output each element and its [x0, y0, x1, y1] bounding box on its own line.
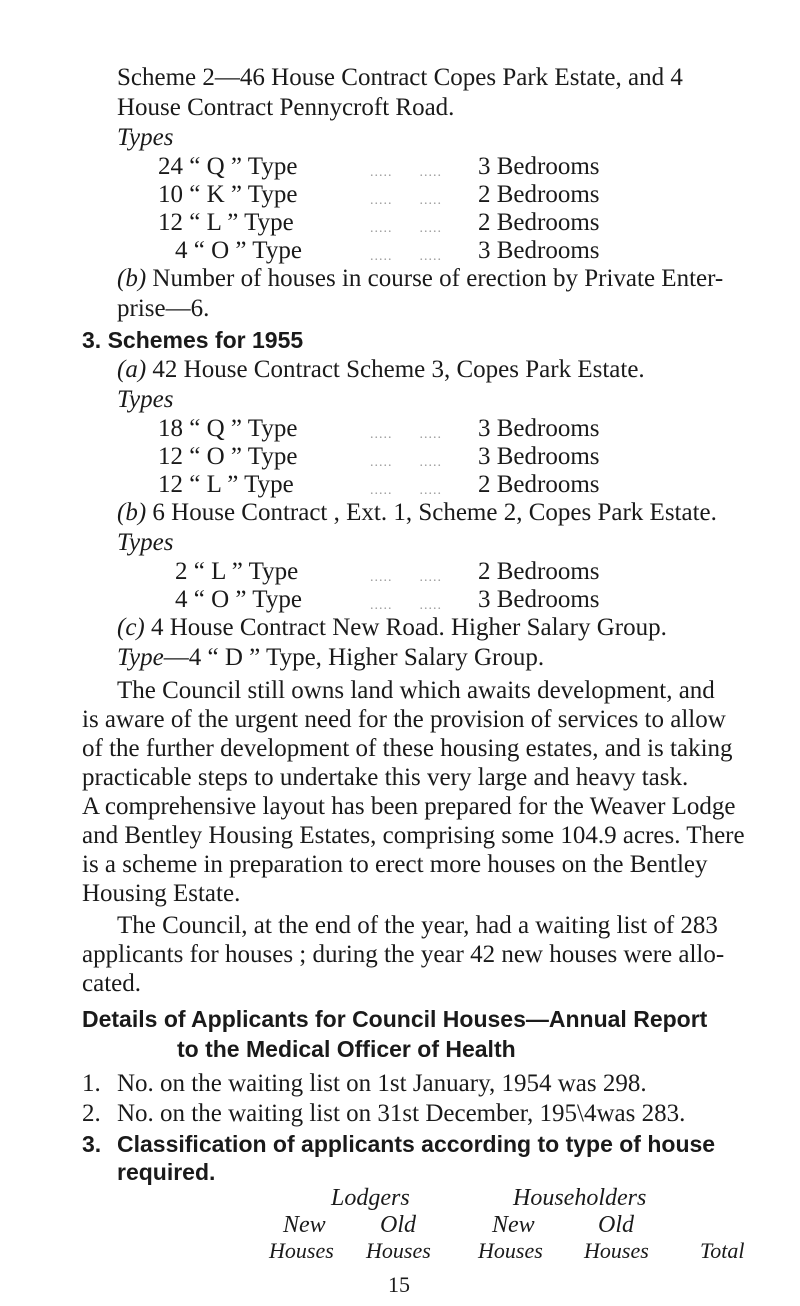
- section3-heading: 3. Schemes for 1955: [82, 327, 304, 353]
- type-row: 18 “ Q ” Type: [158, 415, 298, 442]
- paragraph-line: Housing Estate.: [82, 880, 241, 907]
- item-text: 4 House Contract New Road. Higher Salary Group.: [144, 614, 667, 641]
- paragraph-line: is aware of the urgent need for the provision of services to allow: [82, 706, 726, 733]
- type-row: 12 “ O ” Type: [158, 443, 298, 470]
- list-item-text: No. on the waiting list on 31st December, 195\4was 283.: [117, 1100, 686, 1127]
- list-number: 1.: [82, 1070, 101, 1097]
- bedrooms: 2 Bedrooms: [478, 558, 600, 585]
- bedrooms: 2 Bedrooms: [478, 181, 600, 208]
- types-label: Types: [117, 124, 174, 151]
- type-row: 2 “ L ” Type: [175, 558, 299, 585]
- paragraph-line: applicants for houses ; during the year 42 new houses were allo-: [82, 941, 725, 968]
- page-number: 15: [388, 1272, 410, 1297]
- type-name: 24 “ Q ” Type: [158, 153, 298, 180]
- list-item-text-cont: required.: [117, 1159, 216, 1185]
- list-number: 3.: [82, 1131, 102, 1157]
- leader-dots: ..... .....: [370, 598, 442, 613]
- item-label: (b): [117, 265, 147, 292]
- leader-dots: ..... .....: [370, 483, 442, 498]
- item-text: 6 House Contract , Ext. 1, Scheme 2, Copes Park Estate.: [146, 499, 717, 526]
- item-text: Number of houses in course of erection by Private Enter-: [146, 265, 724, 292]
- col-header: Houses: [269, 1238, 334, 1263]
- col-header: New: [492, 1212, 535, 1238]
- details-heading-line1: Details of Applicants for Council Houses—Annual Report: [82, 1006, 708, 1032]
- col-header: Houses: [478, 1238, 543, 1263]
- item-text: 42 House Contract Scheme 3, Copes Park Estate.: [146, 356, 645, 383]
- list-item-text: No. on the waiting list on 1st January, 1954 was 298.: [117, 1070, 647, 1097]
- details-heading-line2: to the Medical Officer of Health: [177, 1036, 516, 1062]
- group-header-lodgers: Lodgers: [331, 1185, 410, 1211]
- bedrooms: 2 Bedrooms: [478, 471, 600, 498]
- paragraph-line: practicable steps to undertake this very large and heavy task.: [82, 764, 689, 791]
- leader-dots: ..... .....: [370, 249, 442, 264]
- bedrooms: 3 Bedrooms: [478, 415, 600, 442]
- leader-dots: ..... .....: [370, 455, 442, 470]
- paragraph-line: The Council, at the end of the year, had a waiting list of 283: [117, 912, 718, 939]
- list-item-text: Classification of applicants according to type of house: [117, 1131, 716, 1157]
- col-header: Old: [598, 1212, 634, 1238]
- col-header: New: [283, 1212, 326, 1238]
- type-row: 4 “ O ” Type: [175, 586, 302, 613]
- group-header-householders: Householders: [513, 1185, 647, 1211]
- item-label: (a): [117, 356, 147, 383]
- section2-line1: Scheme 2—46 House Contract Copes Park Estate, and 4: [117, 64, 683, 91]
- bedrooms: 3 Bedrooms: [478, 237, 600, 264]
- leader-dots: ..... .....: [370, 570, 442, 585]
- type-row: 12 “ L ” Type: [158, 471, 294, 498]
- section2-b-line2: prise—6.: [117, 295, 210, 322]
- paragraph-line: is a scheme in preparation to erect more houses on the Bentley: [82, 851, 708, 878]
- paragraph-line: cated.: [82, 970, 141, 997]
- bedrooms: 3 Bedrooms: [478, 153, 600, 180]
- item-label: (c): [117, 614, 145, 641]
- paragraph-line: A comprehensive layout has been prepared for the Weaver Lodge: [82, 793, 736, 820]
- paragraph-line: and Bentley Housing Estates, comprising some 104.9 acres. There: [82, 822, 745, 849]
- item-label: (b): [117, 499, 147, 526]
- list-number: 2.: [82, 1100, 101, 1127]
- leader-dots: ..... .....: [370, 221, 442, 236]
- types-label: Types: [117, 529, 174, 556]
- col-header: Houses: [366, 1238, 431, 1263]
- paragraph-line: The Council still owns land which awaits development, and: [117, 677, 715, 704]
- bedrooms: 3 Bedrooms: [478, 443, 600, 470]
- col-header-total: Total: [700, 1238, 745, 1263]
- section2-line2: House Contract Pennycroft Road.: [117, 94, 455, 121]
- item-text: —4 “ D ” Type, Higher Salary Group.: [163, 644, 545, 671]
- type-name: 12 “ L ” Type: [158, 209, 294, 236]
- types-label: Types: [117, 386, 174, 413]
- leader-dots: ..... .....: [370, 427, 442, 442]
- col-header: Houses: [584, 1238, 649, 1263]
- item-label: Type: [117, 644, 164, 671]
- leader-dots: ..... .....: [370, 193, 442, 208]
- type-name: 4 “ O ” Type: [175, 237, 302, 264]
- type-name: 10 “ K ” Type: [158, 181, 298, 208]
- col-header: Old: [380, 1212, 416, 1238]
- paragraph-line: of the further development of these housing estates, and is taking: [82, 735, 733, 762]
- bedrooms: 3 Bedrooms: [478, 586, 600, 613]
- bedrooms: 2 Bedrooms: [478, 209, 600, 236]
- leader-dots: ..... .....: [370, 165, 442, 180]
